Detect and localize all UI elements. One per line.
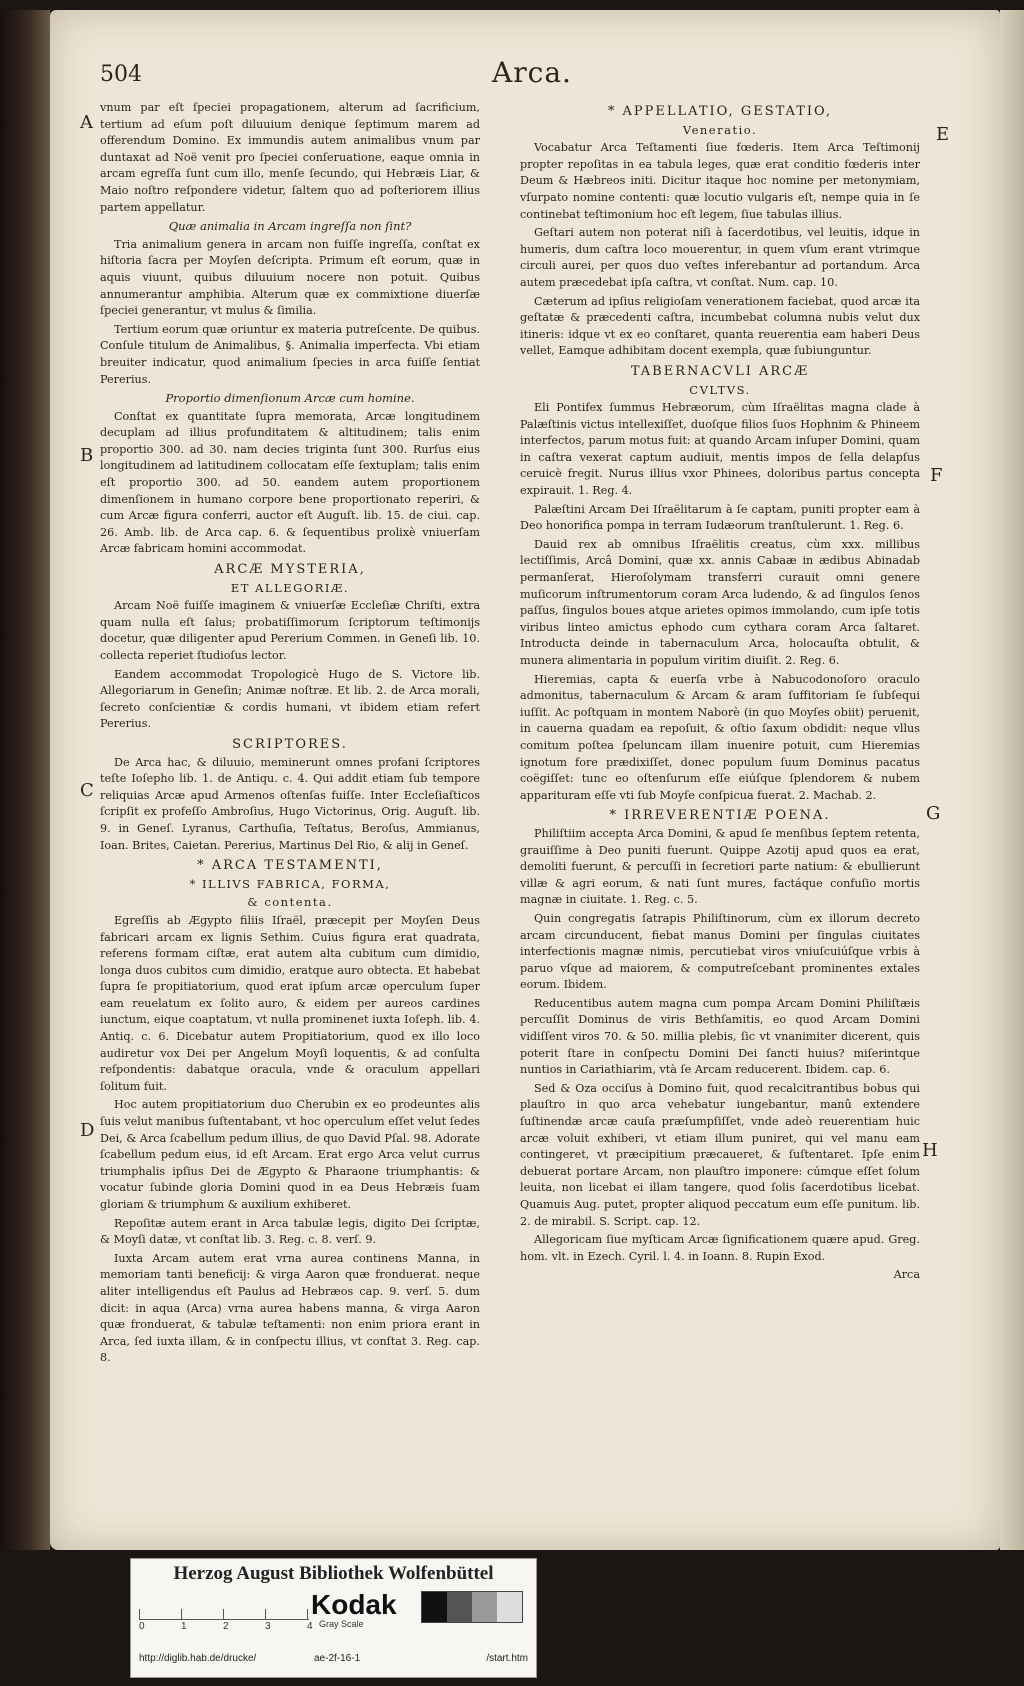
section-subheading: Veneratio. (682, 122, 758, 137)
section-subheading: Proportio dimenſionum Arcæ cum homine. (165, 391, 415, 406)
paragraph: De Arca hac, & diluuio, meminerunt omnes profani ſcriptores teſte Ioſepho lib. 1. de Antiqu. c. 4. Qui addit etiam ſub tempore reliquias Arcæ apud Armenos oſtenſas fuiſſe. Inter Eccleſiaſticos ſcripſit ex profeſſo Ambroſius, Hugo Victorinus, Orig. Auguſt. lib. 9. in Geneſ. Lyranus, Carthuſia, Teſtatus, Beroſus, Ammianus, Ioan. Brites, Caietan. Pererius, Martinus Del Rio, & alij in Geneſ. (100, 755, 480, 852)
margin-letter-f: F (930, 465, 943, 486)
paragraph: Cæterum ad ipſius religioſam venerationem faciebat, quod arcæ ita geſtatæ & præcedenti caſtra, incumbebat columna nubis velut dux itineris: idque vt ex eo conſtaret, quanta reuerentia eam haberi Deus vellet, Eamque adhibitam docent exempla, quæ ſubiunguntur. (520, 294, 920, 358)
library-name: Herzog August Bibliothek Wolfenbüttel (173, 1563, 494, 1584)
margin-letter-g: G (926, 803, 941, 824)
ruler-number: 0 (139, 1621, 145, 1632)
url-row (139, 1653, 528, 1671)
paragraph: Hoc autem propitiatorium duo Cherubin ex eo prodeuntes alis ſuis velut manibus ſuſtentabant, vt hoc operculum eſſet velut ſedes Dei, & Arca ſcabellum pedum illius, de quo David Pſal. 98. Adorate ſcabellum pedum eius, id eſt Arcam. Erat ergo Arca velut currus triumphalis ipſius Dei de Ægypto & Pharaone triumphantis: & vocatur ſubinde gloria Domini quod in ea Deus Hebræis ſuam gloriam & triumphum & auxilium exhiberet. (100, 1098, 480, 1211)
gray-scale-label: Gray Scale (319, 1619, 364, 1629)
paragraph: Sed & Oza occiſus à Domino fuit, quod recalcitrantibus bobus qui plauſtro in quo arca vehebatur iungebantur, manû extendere ſuſtinendæ arcæ cauſa præſumpſiſſet, vnde adeò reuerentiam huic arcæ voluit exhiberi, vt etiam illum puniret, qui vel manu eam contingeret, vt præcipitium præcaueret, & ſuſtentaret. Ipſe enim debuerat portare Arcam, non plauſtro imponere: cúmque eſſet ſolum leuita, non licebat ei illam tangere, quod ſolis ſacerdotibus licebat. Quamuis Aug. putet, propter aliquod peccatum eum eſſe punitum. lib. 2. de mirabil. S. Script. cap. 12. (520, 1081, 920, 1228)
paragraph: Hieremias, capta & euerſa vrbe à Nabucodonoſoro oraculo admonitus, tabernaculum & Arcam & aram ſuffitoriam ſe ſubſequi iuſſit. Ac poſtquam in montem Naborè (in quo Moyſes obiit) peruenit, in cauerna quadam ea repoſuit, & oſtio ſaxum obdidit: neque vllus comitum poſtea ſpeluncam illam inuenire potuit, cum Hieremias ignotum fore prædixiſſet, donec populum ſuum Dominus pacatus coëgiſſet: tunc eo oſtenſurum eſſe eiúſque ſplendorem & nubem apparituram eſſe vti ſub Moyſe conſpicua fuerat. 2. Machab. 2. (520, 672, 920, 802)
margin-letter-e: E (936, 124, 950, 145)
catchword: Arca (893, 1268, 920, 1282)
left-column (100, 100, 480, 1369)
right-column (520, 100, 920, 1284)
paragraph: Vocabatur Arca Teſtamenti ſiue fœderis. Item Arca Teſtimonij propter repoſitas in ea tabula leges, quæ erat conditio fœderis inter Deum & Hæbreos initi. Dicitur itaque hoc nomine per metonymiam, vſurpato nomine contenti: quæ locutio vulgaris eſt, nempe quia in ſe continebat teſtimonium hoc eſt legem, ſiue tabulas illius. (520, 141, 920, 221)
ruler-number: 4 (307, 1621, 313, 1632)
paragraph: Geſtari autem non poterat niſi à ſacerdotibus, vel leuitis, idque in humeris, dum caſtra loco mouerentur, in quem vſum erant vtrimque circuli aurei, per quos duo veſtes inferebantur ad portandum. Arca autem præcedebat ipſa caſtra, vt conſtat. Num. cap. 10. (520, 226, 920, 289)
page-edge (1000, 10, 1024, 1550)
paragraph: Palæſtini Arcam Dei Iſraëlitarum à ſe captam, puniti propter eam à Deo honorifica pompa in terram Iudæorum tranſtulerunt. 1. Reg. 6. (520, 502, 920, 533)
margin-letter-c: C (80, 780, 94, 801)
section-subheading: Quæ animalia in Arcam ingreſſa non ſint? (168, 219, 412, 234)
paragraph: Dauid rex ab omnibus Iſraëlitis creatus, cùm xxx. millibus lectiſſimis, Arcâ Domini, quæ xx. annis Cabaæ in ædibus Abinadab permanſerat, Hieroſolymam transferri curauit omni genere muſicorum inſtrumentorum coram Arca ludendo, & ad ſingulos ſenos paſſus, ſingulos boues atque arietes opimos immolando, cum ipſe totis viribus linteo amictus ephodo cum cythara coram Arca ſaltaret. Introducta deinde in tabernaculum Arca, holocauſta obtulit, & munera alimentaria in populum viritim diuiſit. 2. Reg. 6. (520, 537, 920, 667)
margin-letter-d: D (80, 1120, 95, 1141)
section-heading: * APPELLATIO, GESTATIO, (607, 104, 833, 119)
paragraph: Reducentibus autem magna cum pompa Arcam Domini Philiſtæis percuſſit Dominus de viris Bethſamitis, eo quod Arcam Domini vidiſſent viros 70. & 50. millia plebis, ſic vt vnanimiter dicerent, quis poterit ſtare in conſpectu Domini Dei ſancti huius? miſerintque nuntios in Cariathiarim, vtà ſe Arcam reducerent. Ibidem. cap. 6. (520, 996, 920, 1077)
section-subheading: & contenta. (247, 895, 333, 910)
paragraph: Eandem accommodat Tropologicè Hugo de S. Victore lib. Allegoriarum in Geneſin; Animæ noſtræ. Et lib. 2. de Arca morali, ſecreto conſcientiæ & cordis humani, vt ibidem etiam refert Pererius. (100, 667, 480, 731)
paragraph: Eli Pontifex ſummus Hebræorum, cùm Iſraëlitas magna clade à Palæſtinis victus intellexiſſet, duoſque filios ſuos Hophnim & Phineem interfectos, parum motus fuit: at quando Arcam inſuper Domini, quam in caſtra vexerat captum audiuit, mentis impos de ſella delapſus ceruicè fregit. Nurus illius vxor Phinees, doloribus partus concepta expirauit. 1. Reg. 4. (520, 401, 920, 498)
ruler-number: 2 (223, 1621, 229, 1632)
section-subheading: * ILLIVS FABRICA, FORMA, (189, 876, 391, 891)
paragraph: Repoſitæ autem erant in Arca tabulæ legis, digito Dei ſcriptæ, & Moyſi datæ, vt conſtat lib. 3. Reg. c. 8. verſ. 9. (100, 1216, 480, 1247)
paragraph: vnum par eſt ſpeciei propagationem, alterum ad ſacrificium, tertium ad eſum poſt diluuium denique ſeptimum marem ad offerendum Domino. Ex immundis autem animalibus vnum par duntaxat ad Noë venit pro ſpeciei conſeruatione, eaque omnia in arcam egreſſa ſunt cum illo, menſe ſecundo, qui Hebræis Liar, & Maio noſtro reſpondere videtur, ſaltem quo ad poſteriorem illius partem appellatur. (100, 101, 480, 214)
section-heading: TABERNACVLI ARCÆ (630, 363, 810, 379)
margin-letter-a: A (80, 112, 93, 133)
running-title: Arca. (492, 56, 572, 89)
paragraph: Conſtat ex quantitate ſupra memorata, Arcæ longitudinem decuplam ad illius profunditatem & altitudinem; talis enim proportio 300. ad 30. nam decies triginta ſunt 300. Rurſus eius longitudinem ad latitudinem collocatam eſſe ſextuplam; talis enim eſt proportio 300. ad 50. eandem autem proportionem dimenſionem in humano corpore bene proportionato reperiri, & cum Arcæ figura conferri, auctor eſt Auguſt. lib. 15. de ciui. cap. 26. Amb. lib. de Arca cap. 6. & ſequentibus prolixè vniuerſam Arcæ fabricam homini accommodat. (100, 409, 480, 556)
page-number: 504 (100, 62, 142, 87)
url-text: http://diglib.hab.de/drucke/ (139, 1653, 257, 1664)
kodak-logo: Kodak (311, 1589, 397, 1620)
paragraph: Tria animalium genera in arcam non fuiſſe ingreſſa, conſtat ex hiſtoria ſacra per Moyſen deſcripta. Primum eſt eorum, quæ in aquis viuunt, quibus diluuium nocere non potuit. Quibus annumerantur amphibia. Alterum quæ ex commixtione diuerſæ ſpeciei generantur, vt mulus & ſimilia. (100, 237, 480, 318)
start-link[interactable]: /start.htm (486, 1653, 528, 1664)
paragraph: Egreſſis ab Ægypto filiis Iſraël, præcepit per Moyſen Deus fabricari arcam ex lignis Sethim. Cuius figura erat quadrata, referens formam ciſtæ, erat autem alta cubitum cum dimidio, longa duos cubitos cum dimidio, eratque auro obtecta. Et habebat ſupra ſe propitiatorium, quod erat ipſum arcæ operculum ſuper eam reuelatum ex ſolito auro, & eidem per aureos cardines iunctum, eique coaptatum, vt nulla prominenet iuxta Ioſeph. lib. 4. Antiq. c. 6. Dicebatur autem Propitiatorium, quod ex illo loco audiretur vox Dei per Angelum Moyſi loquentis, & ad conſulta reſpondentis: dabatque oracula, vnde & oraculum appellari ſolitum fuit. (100, 913, 480, 1093)
section-subheading: ET ALLEGORIÆ. (230, 580, 350, 595)
section-heading: * IRREVERENTIÆ POENA. (609, 808, 831, 824)
page-header (100, 56, 964, 96)
gray-swatches (421, 1591, 523, 1623)
section-heading: * ARCA TESTAMENTI, (197, 858, 383, 874)
color-ruler (139, 1589, 309, 1620)
book-spine (0, 10, 50, 1550)
signature-text: ae-2f-16-1 (314, 1653, 361, 1664)
section-heading: SCRIPTORES. (232, 736, 348, 752)
paragraph: Philiſtiim accepta Arca Domini, & apud ſe menſibus ſeptem retenta, grauiſſime à Deo puniti fuerunt. Quippe Azotij apud quos ea erat, demoliti fuerunt, & percuſſi in ſecretiori parte natium: & ebullierunt villæ & agri eorum, & nati ſunt mures, factáque confuſio mortis magnæ in ciuitate. 1. Reg. c. 5. (520, 826, 920, 907)
paragraph: Quin congregatis ſatrapis Philiſtinorum, cùm ex illorum decreto arcam circunducent, fiebat manus Domini per ſingulas ciuitates interfectionis magnæ nimis, percutiebat viros vniuſcuiúſque vrbis à paruo vſque ad maiorem, & computreſcebant prominentes extales eorum. Ibidem. (520, 911, 920, 992)
paragraph: Tertium eorum quæ oriuntur ex materia putreſcente. De quibus. Conſule titulum de Animalibus, §. Animalia imperfecta. Vbi etiam breuiter indicatur, quod animalium ſpecies in arca fuiſſe ſentiat Pererius. (100, 322, 480, 386)
ruler-number: 3 (265, 1621, 271, 1632)
section-heading: ARCÆ MYSTERIA, (214, 562, 366, 578)
margin-letter-h: H (922, 1140, 938, 1161)
paragraph: Arcam Noë fuiſſe imaginem & vniuerſæ Eccleſiæ Chriſti, extra quam nulla eſt ſalus; probatiſſimorum ſcriptorum teſtimonijs docetur, quæ diligenter apud Pererium Commen. in Geneſi lib. 10. collecta reperiet ſtudioſus lector. (100, 599, 480, 662)
margin-letter-b: B (80, 445, 94, 466)
paragraph: Allegoricam ſiue myſticam Arcæ ſignificationem quære apud. Greg. hom. vlt. in Ezech. Cyril. l. 4. in Ioann. 8. Rupin Exod. (520, 1233, 920, 1263)
section-subheading: CVLTVS. (689, 382, 751, 397)
paragraph: Iuxta Arcam autem erat vrna aurea continens Manna, in memoriam tanti beneficij: & virga Aaron quæ fronduerat. neque aliter intelligendus eſt Paulus ad Hebræos cap. 9. verſ. 5. dum dicit: in aqua (Arca) vrna aurea habens manna, & virga Aaron quæ fronduerat, & tabulæ teſtamenti: non enim priora erant in Arca, ſed iuxta illam, & in conſpectu illius, vt conſtat 3. Reg. cap. 8. (100, 1251, 480, 1365)
ruler-number: 1 (181, 1621, 187, 1632)
archive-label (130, 1558, 537, 1678)
